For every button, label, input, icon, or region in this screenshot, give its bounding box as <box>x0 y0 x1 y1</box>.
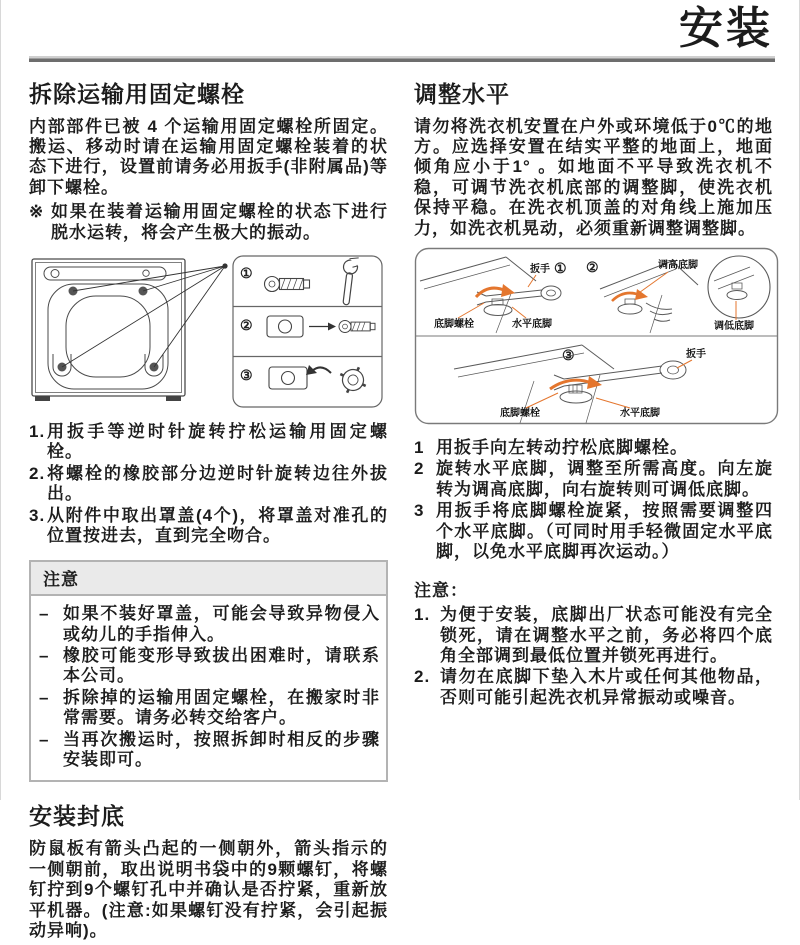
left-column <box>29 72 388 945</box>
lower-foot-label: 调低底脚 <box>714 320 754 332</box>
step-number: 1. <box>29 421 46 441</box>
wrench-label-3: 扳手 <box>686 348 706 360</box>
level-foot-2-icon <box>618 299 642 314</box>
section-heading-leveling: 调整水平 <box>414 80 510 107</box>
step-number: 1 <box>414 437 425 457</box>
section-heading-install-bottom: 安装封底 <box>29 803 125 830</box>
step3-number: ③ <box>240 366 253 383</box>
step-text: 用扳手将底脚螺栓旋紧，按照需要调整四个水平底脚。（可同时用手轻微固定水平底脚，以免水平底脚再次运动。） <box>436 501 773 561</box>
panel3-number: ③ <box>562 346 575 363</box>
page-header <box>29 4 775 55</box>
dash-bullet: – <box>39 604 50 624</box>
leveling-intro: 请勿将洗衣机安置在户外或环境低于0℃的地方。应选择安置在结实平整的地面上，地面倾角应小于1° 。如地面不平导致洗衣机不稳，可调节洗衣机底部的调整脚，使洗衣机保持平稳。在洗衣机顶盖的对角线上施加压力，如洗衣机晃动，必须重新调整调整脚。 <box>414 116 773 238</box>
wrench-icon <box>339 256 359 305</box>
magnifier-inset-icon <box>708 256 770 318</box>
leveling-steps <box>414 438 773 562</box>
cover-plate-icon <box>267 316 303 337</box>
leveling-illustration <box>414 247 779 425</box>
bolt-pointer-lines <box>62 263 228 367</box>
insert-arrow-icon <box>309 322 336 330</box>
wrench-label-1: 扳手 <box>530 263 550 275</box>
rotate-arrow-3-icon <box>550 376 602 389</box>
list-item <box>39 604 380 645</box>
foot-bolt-label-3: 底脚螺栓 <box>500 407 540 419</box>
step-text: 从附件中取出罩盖(4个)，将罩盖对准孔的位置按进去，直到完全吻合。 <box>47 505 388 545</box>
reference-mark: ※ <box>29 202 45 222</box>
note-text: 为便于安装，底脚出厂状态可能没有完全锁死，请在调整水平之前，务必将四个底角全部调到最低位置并锁死再进行。 <box>440 605 773 666</box>
rotate-arrow-icon <box>306 365 331 375</box>
section-heading-remove-bolts: 拆除运输用固定螺栓 <box>29 80 245 107</box>
cap-icon <box>334 361 371 398</box>
leader-line <box>528 275 536 287</box>
cover-plate2-icon <box>269 367 307 389</box>
caution-title: 注意 <box>31 562 386 596</box>
panel2-number: ② <box>586 258 599 275</box>
list-item <box>29 422 388 463</box>
note-text: 请勿在底脚下垫入木片或任何其他物品，否则可能引起洗衣机异常振动或噪音。 <box>440 667 773 707</box>
raise-foot-label: 调高底脚 <box>658 259 698 271</box>
header-rule <box>29 56 775 62</box>
level-foot-label-3: 水平底脚 <box>620 407 660 419</box>
note-text: 如果在装着运输用固定螺栓的状态下进行脱水运转，将会产生极大的振动。 <box>51 202 388 242</box>
level-foot-label-1: 水平底脚 <box>512 318 552 330</box>
install-bottom-body: 防鼠板有箭头凸起的一侧朝外，箭头指示的一侧朝前，取出说明书袋中的9颗螺钉，将螺钉拧到9个螺钉孔中并确认是否拧紧，重新放平机器。(注意:如果螺钉没有拧紧，会引起振动异响)。 <box>29 839 388 940</box>
step2-number: ② <box>240 316 253 333</box>
step-number: 2 <box>414 459 425 479</box>
list-item <box>414 459 773 500</box>
step-text: 用扳手等逆时针旋转拧松运输用固定螺栓。 <box>47 421 388 462</box>
step-number: 3. <box>29 505 46 525</box>
note-number: 2. <box>414 667 431 687</box>
list-item <box>414 667 773 708</box>
panel1-number: ① <box>554 259 567 276</box>
leader-line <box>526 393 558 408</box>
step-number: 2. <box>29 463 46 483</box>
leader-line <box>458 303 484 318</box>
page-title: 安装 <box>679 4 773 53</box>
leveling-notes <box>414 605 773 708</box>
caution-text: 拆除掉的运输用固定螺栓，在搬家时非常需要。请务必转交给客户。 <box>63 687 380 728</box>
list-item <box>29 506 388 547</box>
note-number: 1. <box>414 605 431 625</box>
transport-bolts-illustration <box>29 251 384 409</box>
step-number: 3 <box>414 501 425 521</box>
washing-machine-rear-icon <box>32 259 185 401</box>
step1-number: ① <box>240 264 253 281</box>
dash-bullet: – <box>39 646 50 666</box>
figure-leveling <box>414 247 773 430</box>
remove-bolts-intro: 内部部件已被 4 个运输用固定螺栓所固定。搬运、移动时请在运输用固定螺栓装着的状态下进行，设置前请务必用扳手(非附属品)等卸下螺栓。 <box>29 116 388 197</box>
step-text: 将螺栓的橡胶部分边逆时针旋转边往外拔出。 <box>47 463 388 504</box>
leader-line <box>596 398 630 408</box>
notes-title: 注意： <box>414 581 468 601</box>
manual-page <box>1 0 799 945</box>
caution-box <box>29 560 388 782</box>
remove-bolts-note <box>29 202 388 243</box>
list-item <box>414 605 773 666</box>
small-bolt-icon <box>339 320 375 332</box>
caution-items <box>31 596 386 780</box>
two-column-layout <box>29 72 775 945</box>
foot-bolt-label-1: 底脚螺栓 <box>434 318 474 330</box>
step-text: 用扳手向左转动拧松底脚螺栓。 <box>436 437 688 457</box>
dash-bullet: – <box>39 687 50 707</box>
step-text: 旋转水平底脚，调整至所需高度。向左旋转为调高底脚，向右旋转则可调低底脚。 <box>436 459 773 499</box>
figure-transport-bolts <box>29 251 388 414</box>
list-item <box>414 501 773 562</box>
caution-text: 橡胶可能变形导致拔出困难时，请联系本公司。 <box>63 646 380 686</box>
leader-line <box>512 307 526 318</box>
caution-text: 当再次搬运时，按照拆卸时相反的步骤安装即可。 <box>63 729 380 770</box>
transport-bolt-icon <box>265 276 310 291</box>
list-item <box>39 646 380 687</box>
list-item <box>39 730 380 771</box>
remove-bolts-steps <box>29 422 388 546</box>
list-item <box>39 688 380 729</box>
dash-bullet: – <box>39 729 50 749</box>
list-item <box>414 438 773 458</box>
leader-line <box>677 360 692 368</box>
right-column <box>414 72 773 945</box>
leader-line <box>636 272 668 295</box>
wrench-3-icon <box>554 361 686 390</box>
hand-icon <box>646 303 672 321</box>
list-item <box>29 464 388 505</box>
caution-text: 如果不装好罩盖，可能会导致异物侵入或幼儿的手指伸入。 <box>63 604 380 644</box>
